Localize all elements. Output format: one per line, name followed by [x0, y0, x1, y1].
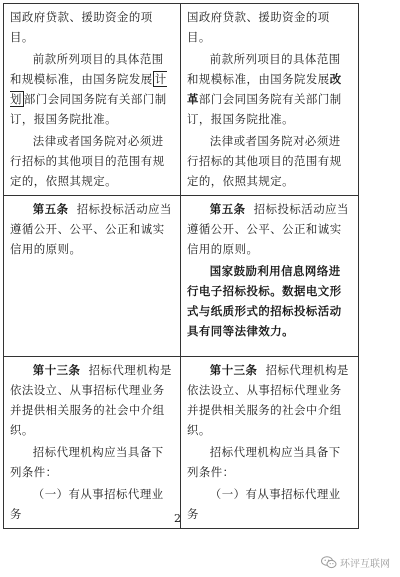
- paragraph: （一）有从事招标代理业务: [187, 487, 341, 521]
- text-run: 招标投标活动应当遵循公开、公平、公正和诚实信用的原则。: [10, 202, 172, 256]
- text-run: 部门会同国务院有关部门制订，报国务院批准。: [10, 92, 167, 126]
- article-number: 第十三条: [209, 363, 258, 377]
- table-row: [4, 357, 359, 529]
- text-run: 前款所列项目的具体范围和规模标准，由国务院发展: [187, 52, 341, 86]
- new-text-cell: [181, 357, 359, 529]
- paragraph: 国政府贷款、援助资金的项目。: [187, 10, 330, 44]
- paragraph: [10, 199, 174, 259]
- article-number: 第五条: [209, 202, 246, 216]
- watermark-text: 环评互联网: [340, 559, 390, 570]
- new-text-cell: [181, 196, 359, 357]
- page-number: 2: [174, 512, 181, 525]
- changed-term: 改革: [187, 72, 342, 106]
- text-run: 前款所列项目的具体范围和规模标准，由国务院发展: [10, 52, 164, 86]
- text-run: 招标代理机构是依法设立、从事招标代理业务并提供相关服务的社会中介组织。: [187, 363, 349, 437]
- paragraph: [187, 49, 352, 129]
- text-run: 招标投标活动应当遵循公开、公平、公正和诚实信用的原则。: [187, 202, 349, 256]
- added-paragraph: 国家鼓励利用信息网络进行电子招标投标。数据电文形式与纸质形式的招标投标活动具有同等法律效力。: [187, 264, 342, 338]
- highlighted-term: 计划: [10, 72, 167, 106]
- paragraph: [187, 360, 352, 440]
- paragraph: 法律或者国务院对必须进行招标的其他项目的范围有规定的，依照其规定。: [187, 134, 342, 188]
- paragraph: 国政府贷款、援助资金的项目。: [10, 10, 153, 44]
- wechat-icon: [321, 556, 337, 569]
- paragraph: 招标代理机构应当具备下列条件：: [187, 445, 341, 479]
- old-text-cell: [4, 357, 181, 529]
- paragraph: 法律或者国务院对必须进行招标的其他项目的范围有规定的，依照其规定。: [10, 134, 165, 188]
- old-text-cell: [4, 4, 181, 196]
- article-number: 第十三条: [32, 363, 81, 377]
- paragraph: [10, 49, 174, 129]
- new-text-cell: [181, 4, 359, 196]
- watermark: [321, 555, 390, 570]
- old-text-cell: [4, 196, 181, 357]
- paragraph: [187, 199, 352, 259]
- paragraph: 招标代理机构应当具备下列条件：: [10, 445, 164, 479]
- paragraph: [10, 360, 174, 440]
- comparison-table: [3, 3, 359, 529]
- table-row: [4, 196, 359, 357]
- article-number: 第五条: [32, 202, 69, 216]
- paragraph: （一）有从事招标代理业务: [10, 487, 164, 521]
- table-row: [4, 4, 359, 196]
- text-run: 部门会同国务院有关部门制订，报国务院批准。: [187, 92, 342, 126]
- text-run: 招标代理机构是依法设立、从事招标代理业务并提供相关服务的社会中介组织。: [10, 363, 172, 437]
